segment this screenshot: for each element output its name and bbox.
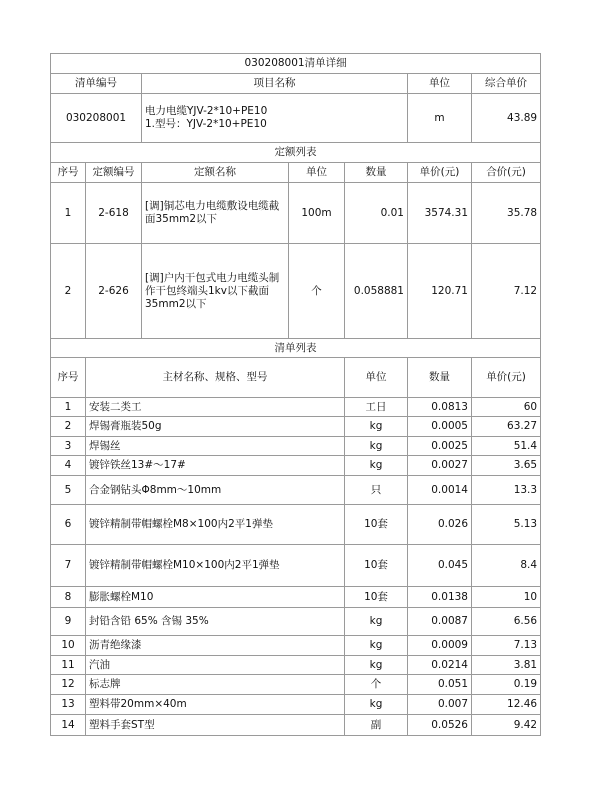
list-row-price: 3.81 [472,656,541,675]
item-unit: m [408,94,472,143]
list-row-no: 5 [51,476,86,505]
list-col-qty: 数量 [408,358,472,398]
material-list [51,398,541,736]
item-name [142,94,408,143]
list-row-name: 塑料手套ST型 [86,715,345,736]
quota-row-no: 2 [51,244,86,339]
item-price: 43.89 [472,94,541,143]
list-row-qty: 0.051 [408,675,472,695]
list-row-price: 8.4 [472,545,541,587]
quota-row-no: 1 [51,183,86,244]
list-row-name: 标志牌 [86,675,345,695]
quota-row-unit: 100m [289,183,345,244]
item-name-line2: 1.型号：YJV-2*10+PE10 [145,118,267,130]
list-row-name: 封铅含铅 65% 含锡 35% [86,608,345,636]
list-row-price: 60 [472,398,541,417]
quota-col-code: 定额编号 [86,163,142,183]
list-row-no: 6 [51,505,86,545]
header-price: 综合单价 [472,74,541,94]
list-row-unit: 只 [345,476,408,505]
list-row-price: 5.13 [472,505,541,545]
list-row-qty: 0.0014 [408,476,472,505]
quota-row-name: [调]户内干包式电力电缆头制作干包终端头1kv以下截面35mm2以下 [142,244,289,339]
quota-col-qty: 数量 [345,163,408,183]
list-row-price: 9.42 [472,715,541,736]
list-row-name: 合金钢钻头Φ8mm～10mm [86,476,345,505]
list-row-qty: 0.0005 [408,417,472,437]
quota-row-qty: 0.058881 [345,244,408,339]
list-row-no: 7 [51,545,86,587]
list-row-name: 膨胀螺栓M10 [86,587,345,608]
quota-col-total: 合价(元) [472,163,541,183]
list-row-price: 12.46 [472,695,541,715]
list-item [51,715,541,736]
list-row-no: 4 [51,456,86,476]
bill-detail-table [50,53,541,736]
list-row-name: 焊锡丝 [86,437,345,456]
list-item [51,695,541,715]
list-row-name: 焊锡膏瓶装50g [86,417,345,437]
list-item [51,608,541,636]
list-item [51,675,541,695]
list-item [51,636,541,656]
list-row-qty: 0.0526 [408,715,472,736]
list-row-unit: 10套 [345,587,408,608]
list-row-unit: kg [345,636,408,656]
quota-row-code: 2-626 [86,244,142,339]
list-col-unit: 单位 [345,358,408,398]
list-row-unit: kg [345,417,408,437]
list-row-price: 63.27 [472,417,541,437]
list-row-unit: kg [345,695,408,715]
quota-row-price: 3574.31 [408,183,472,244]
list-row-price: 6.56 [472,608,541,636]
item-code: 030208001 [51,94,142,143]
header-name: 项目名称 [142,74,408,94]
list-col-name: 主材名称、规格、型号 [86,358,345,398]
list-item [51,417,541,437]
list-row-qty: 0.007 [408,695,472,715]
list-row-unit: 10套 [345,505,408,545]
list-item [51,656,541,675]
list-row-no: 14 [51,715,86,736]
list-row-price: 3.65 [472,456,541,476]
list-row-name: 塑料带20mm×40m [86,695,345,715]
list-item [51,545,541,587]
list-row-no: 1 [51,398,86,417]
list-row-name: 镀锌精制带帽螺栓M10×100内2平1弹垫 [86,545,345,587]
quota-row-code: 2-618 [86,183,142,244]
list-item [51,505,541,545]
list-row-unit: kg [345,608,408,636]
list-row-no: 11 [51,656,86,675]
quota-row-total: 35.78 [472,183,541,244]
list-item [51,587,541,608]
list-item [51,437,541,456]
list-row-no: 12 [51,675,86,695]
quota-row-unit: 个 [289,244,345,339]
list-row-name: 镀锌铁丝13#～17# [86,456,345,476]
list-row-no: 3 [51,437,86,456]
quota-row-price: 120.71 [408,244,472,339]
quota-col-price: 单价(元) [408,163,472,183]
list-row-unit: 副 [345,715,408,736]
list-item [51,456,541,476]
list-row-qty: 0.0813 [408,398,472,417]
list-section-title: 清单列表 [51,339,541,358]
list-row-no: 2 [51,417,86,437]
list-row-price: 51.4 [472,437,541,456]
list-row-qty: 0.0025 [408,437,472,456]
list-row-qty: 0.0027 [408,456,472,476]
list-row-no: 13 [51,695,86,715]
quota-col-unit: 单位 [289,163,345,183]
list-row-name: 汽油 [86,656,345,675]
table-title: 030208001清单详细 [51,54,541,74]
item-name-line1: 电力电缆YJV-2*10+PE10 [145,105,268,117]
list-item [51,398,541,417]
list-col-price: 单价(元) [472,358,541,398]
list-row-unit: kg [345,437,408,456]
quota-row [51,244,541,339]
list-row-no: 9 [51,608,86,636]
list-row-price: 7.13 [472,636,541,656]
header-unit: 单位 [408,74,472,94]
quota-col-name: 定额名称 [142,163,289,183]
list-row-no: 8 [51,587,86,608]
list-row-qty: 0.0087 [408,608,472,636]
list-row-qty: 0.026 [408,505,472,545]
list-row-qty: 0.045 [408,545,472,587]
header-code: 清单编号 [51,74,142,94]
list-row-unit: 个 [345,675,408,695]
list-col-no: 序号 [51,358,86,398]
list-row-name: 安装二类工 [86,398,345,417]
quota-col-no: 序号 [51,163,86,183]
list-row-name: 沥青绝缘漆 [86,636,345,656]
list-row-qty: 0.0009 [408,636,472,656]
list-row-qty: 0.0138 [408,587,472,608]
list-row-unit: 工日 [345,398,408,417]
list-row-unit: kg [345,656,408,675]
list-row-price: 0.19 [472,675,541,695]
quota-row-total: 7.12 [472,244,541,339]
quota-row-qty: 0.01 [345,183,408,244]
list-row-name: 镀锌精制带帽螺栓M8×100内2平1弹垫 [86,505,345,545]
quota-row-name: [调]铜芯电力电缆敷设电缆截面35mm2以下 [142,183,289,244]
list-row-unit: kg [345,456,408,476]
list-row-unit: 10套 [345,545,408,587]
list-row-no: 10 [51,636,86,656]
list-row-price: 10 [472,587,541,608]
list-row-qty: 0.0214 [408,656,472,675]
list-row-price: 13.3 [472,476,541,505]
list-item [51,476,541,505]
quota-section-title: 定额列表 [51,143,541,163]
quota-row [51,183,541,244]
